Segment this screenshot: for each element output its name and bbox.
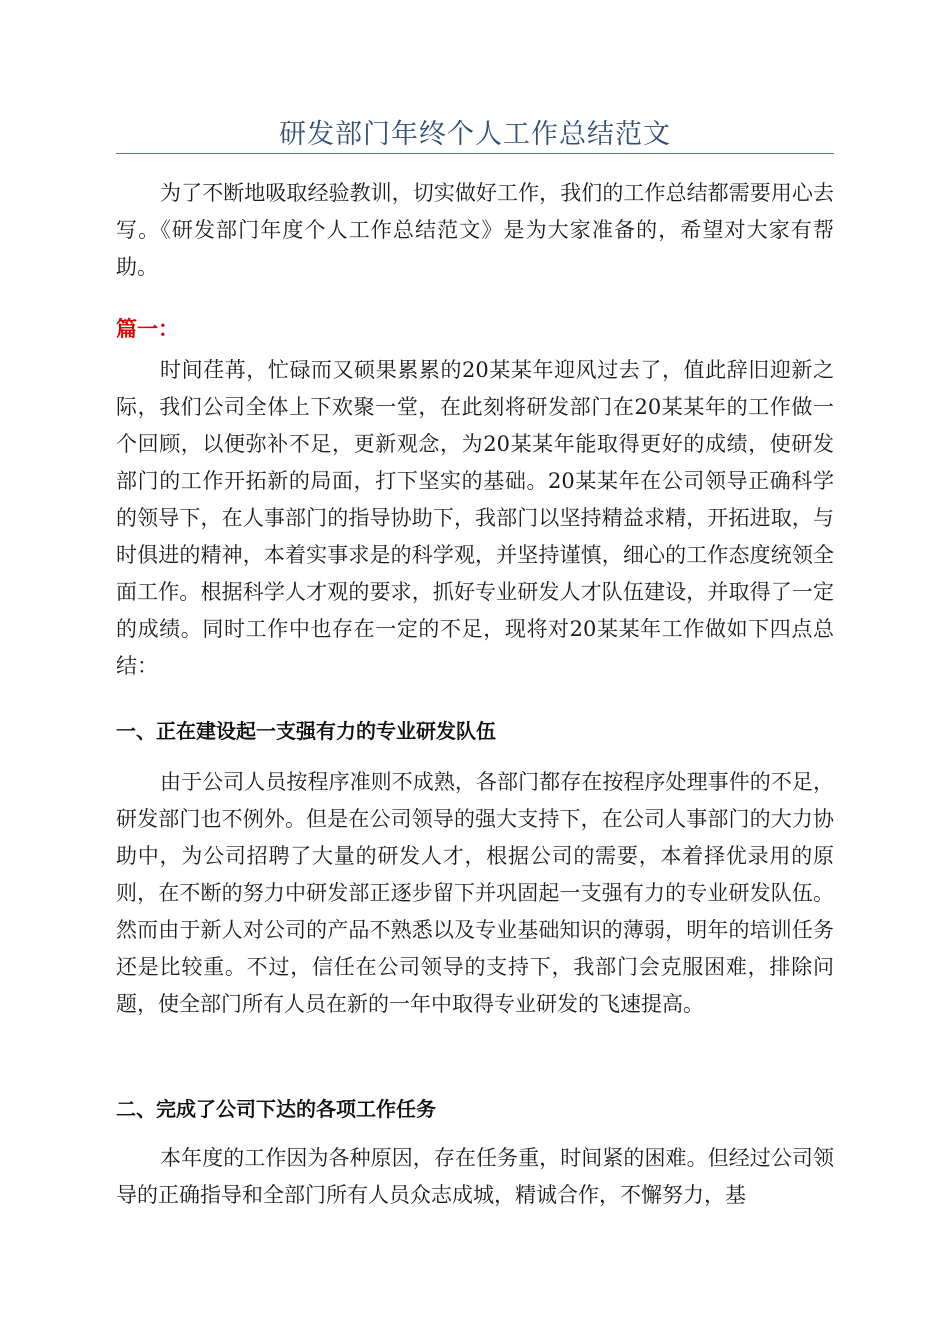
section2-heading: 二、完成了公司下达的各项工作任务 xyxy=(116,1097,436,1121)
part1-paragraph: 时间荏苒，忙碌而又硕果累累的20某某年迎风过去了，值此辞旧迎新之际，我们公司全体上下欢聚一堂，在此刻将研发部门在20某某年的工作做一个回顾，以便弥补不足，更新观念，为20某某年能取得更好的成绩，使研发部门的工作开拓新的局面，打下坚实的基础。20某某年在公司领导正确科学的领导下，在人事部门的指导协助下，我部门以坚持精益求精，开拓进取，与时俱进的精神，本着实事求是的科学观，并坚持谨慎，细心的工作态度统领全面工作。根据科学人才观的要求，抓好专业研发人才队伍建设，并取得了一定的成绩。同时工作中也存在一定的不足，现将对20某某年工作做如下四点总结： xyxy=(116,358,834,678)
part-label: 篇一： xyxy=(116,317,179,341)
title-underline xyxy=(116,153,834,154)
section2-paragraph: 本年度的工作因为各种原因，存在任务重，时间紧的困难。但经过公司领导的正确指导和全部门所有人员众志成城，精诚合作，不懈努力，基 xyxy=(116,1146,834,1207)
document-title: 研发部门年终个人工作总结范文 xyxy=(279,119,671,150)
intro-paragraph: 为了不断地吸取经验教训，切实做好工作，我们的工作总结都需要用心去写。《研发部门年度个人工作总结范文》是为大家准备的，希望对大家有帮助。 xyxy=(116,181,834,279)
section1-heading: 一、正在建设起一支强有力的专业研发队伍 xyxy=(116,719,496,743)
section1-paragraph: 由于公司人员按程序准则不成熟，各部门都存在按程序处理事件的不足，研发部门也不例外。但是在公司领导的强大支持下，在公司人事部门的大力协助中，为公司招聘了大量的研发人才，根据公司的需要，本着择优录用的原则，在不断的努力中研发部正逐步留下并巩固起一支强有力的专业研发队伍。然而由于新人对公司的产品不熟悉以及专业基础知识的薄弱，明年的培训任务还是比较重。不过，信任在公司领导的支持下，我部门会克服困难，排除问题，使全部门所有人员在新的一年中取得专业研发的飞速提高。 xyxy=(116,770,834,1016)
